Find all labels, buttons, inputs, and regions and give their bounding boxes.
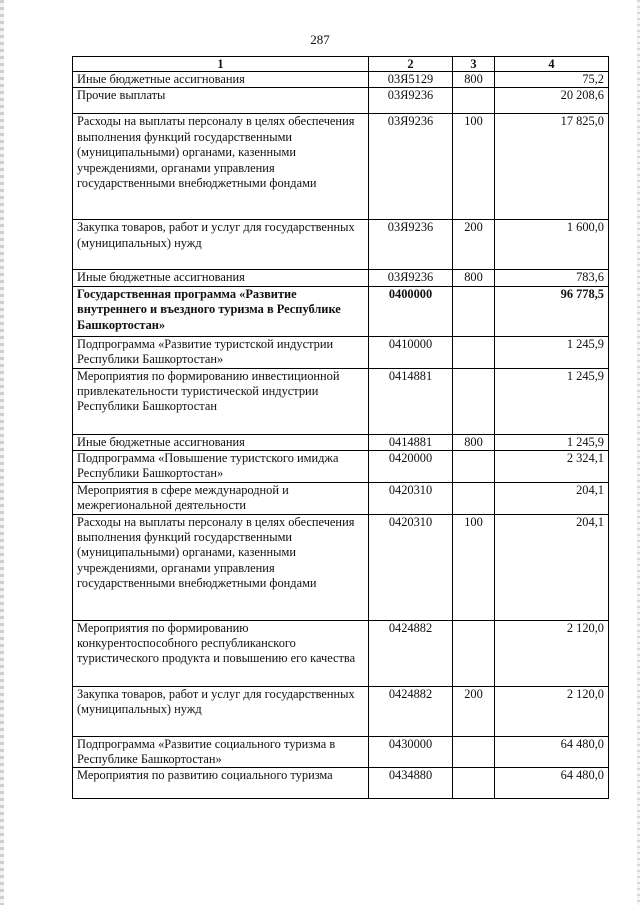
row-amount-cell: 1 245,9 — [495, 368, 609, 434]
row-name-cell: Государственная программа «Развитие внутреннего и въездного туризма в Республике Башкортостан» — [73, 286, 369, 336]
row-type-cell — [453, 768, 495, 799]
row-type-cell: 800 — [453, 72, 495, 88]
row-code-cell: 03Я9236 — [369, 220, 453, 270]
row-name-cell: Подпрограмма «Развитие социального туризма в Республике Башкортостан» — [73, 736, 369, 768]
table-row — [73, 368, 609, 434]
row-code-cell: 0410000 — [369, 336, 453, 368]
table-row — [73, 270, 609, 286]
table-row — [73, 482, 609, 514]
column-header-amount: 4 — [495, 57, 609, 72]
table-row — [73, 451, 609, 483]
row-type-cell — [453, 336, 495, 368]
row-type-cell — [453, 451, 495, 483]
table-body — [73, 72, 609, 799]
row-name-cell: Подпрограмма «Повышение туристского имиджа Республики Башкортостан» — [73, 451, 369, 483]
row-amount-cell: 204,1 — [495, 482, 609, 514]
row-code-cell: 0434880 — [369, 768, 453, 799]
row-code-cell: 03Я9236 — [369, 114, 453, 220]
row-amount-cell: 204,1 — [495, 514, 609, 620]
row-code-cell: 0424882 — [369, 686, 453, 736]
row-amount-cell: 17 825,0 — [495, 114, 609, 220]
table-row — [73, 220, 609, 270]
row-code-cell: 03Я9236 — [369, 270, 453, 286]
row-code-cell: 0414881 — [369, 434, 453, 450]
row-type-cell: 200 — [453, 220, 495, 270]
row-name-cell: Закупка товаров, работ и услуг для государственных (муниципальных) нужд — [73, 686, 369, 736]
page-number: 287 — [310, 32, 330, 47]
row-type-cell — [453, 482, 495, 514]
row-name-cell: Подпрограмма «Развитие туристской индустрии Республики Башкортостан» — [73, 336, 369, 368]
row-type-cell — [453, 368, 495, 434]
row-code-cell: 0424882 — [369, 620, 453, 686]
row-name-cell: Расходы на выплаты персоналу в целях обеспечения выполнения функций государственными (муниципальными) органами, казенными учреждениями, органами управления государственными внебюджетными фондами — [73, 514, 369, 620]
row-code-cell: 0430000 — [369, 736, 453, 768]
row-type-cell — [453, 286, 495, 336]
budget-table — [72, 56, 609, 799]
row-code-cell: 0400000 — [369, 286, 453, 336]
table-row — [73, 336, 609, 368]
table-row — [73, 434, 609, 450]
row-type-cell: 200 — [453, 686, 495, 736]
row-name-cell: Мероприятия в сфере международной и межрегиональной деятельности — [73, 482, 369, 514]
table-row — [73, 88, 609, 114]
table-row — [73, 514, 609, 620]
row-amount-cell: 64 480,0 — [495, 768, 609, 799]
row-name-cell: Иные бюджетные ассигнования — [73, 270, 369, 286]
row-type-cell: 100 — [453, 514, 495, 620]
row-name-cell: Закупка товаров, работ и услуг для государственных (муниципальных) нужд — [73, 220, 369, 270]
table-row — [73, 768, 609, 799]
row-name-cell: Иные бюджетные ассигнования — [73, 434, 369, 450]
table-header-row — [73, 57, 609, 72]
row-type-cell — [453, 88, 495, 114]
row-name-cell: Мероприятия по формированию инвестиционной привлекательности туристической индустрии Республики Башкортостан — [73, 368, 369, 434]
table-row — [73, 620, 609, 686]
column-header-name: 1 — [73, 57, 369, 72]
row-amount-cell: 2 324,1 — [495, 451, 609, 483]
row-name-cell: Мероприятия по развитию социального туризма — [73, 768, 369, 799]
table-row — [73, 286, 609, 336]
column-header-type: 3 — [453, 57, 495, 72]
table-row — [73, 736, 609, 768]
column-header-code: 2 — [369, 57, 453, 72]
row-code-cell: 0414881 — [369, 368, 453, 434]
scan-left-edge — [0, 0, 4, 905]
row-amount-cell: 75,2 — [495, 72, 609, 88]
row-code-cell: 03Я9236 — [369, 88, 453, 114]
row-amount-cell: 20 208,6 — [495, 88, 609, 114]
table-row — [73, 686, 609, 736]
row-code-cell: 0420000 — [369, 451, 453, 483]
row-amount-cell: 2 120,0 — [495, 686, 609, 736]
row-code-cell: 0420310 — [369, 482, 453, 514]
row-type-cell: 800 — [453, 434, 495, 450]
row-name-cell: Расходы на выплаты персоналу в целях обеспечения выполнения функций государственными (муниципальными) органами, казенными учреждениями, органами управления государственными внебюджетными фондами — [73, 114, 369, 220]
row-amount-cell: 1 600,0 — [495, 220, 609, 270]
row-type-cell: 800 — [453, 270, 495, 286]
row-amount-cell: 2 120,0 — [495, 620, 609, 686]
table-row — [73, 114, 609, 220]
row-amount-cell: 1 245,9 — [495, 434, 609, 450]
row-amount-cell: 96 778,5 — [495, 286, 609, 336]
row-name-cell: Иные бюджетные ассигнования — [73, 72, 369, 88]
row-code-cell: 03Я5129 — [369, 72, 453, 88]
row-type-cell: 100 — [453, 114, 495, 220]
row-type-cell — [453, 736, 495, 768]
row-type-cell — [453, 620, 495, 686]
row-amount-cell: 1 245,9 — [495, 336, 609, 368]
row-amount-cell: 783,6 — [495, 270, 609, 286]
table-row — [73, 72, 609, 88]
row-code-cell: 0420310 — [369, 514, 453, 620]
row-name-cell: Прочие выплаты — [73, 88, 369, 114]
row-name-cell: Мероприятия по формированию конкурентоспособного республиканского туристического продукта и повышению его качества — [73, 620, 369, 686]
row-amount-cell: 64 480,0 — [495, 736, 609, 768]
